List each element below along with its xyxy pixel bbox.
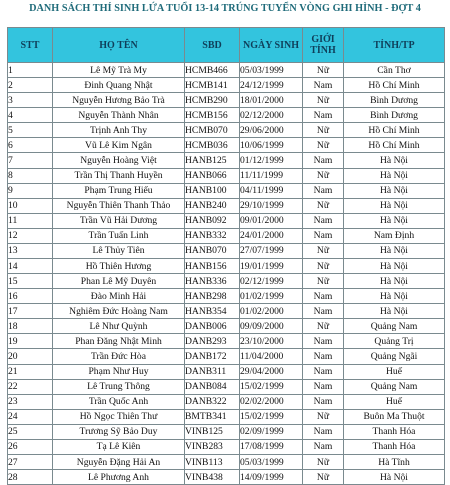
table-body bbox=[8, 63, 445, 485]
cell-sex: Nam bbox=[303, 439, 344, 454]
cell-province: Hà Nội bbox=[344, 198, 445, 213]
cell-dob: 11/11/1999 bbox=[240, 168, 303, 183]
cell-province: Cần Thơ bbox=[344, 63, 445, 78]
cell-dob: 18/01/2000 bbox=[240, 93, 303, 108]
table-row bbox=[8, 78, 445, 93]
cell-name: Trần Đức Hòa bbox=[53, 349, 185, 364]
table-row bbox=[8, 334, 445, 349]
cell-name: Lê Thủy Tiên bbox=[53, 243, 185, 258]
cell-sbd: HCMB141 bbox=[185, 78, 240, 93]
cell-name: Trần Thị Thanh Huyền bbox=[53, 168, 185, 183]
table-row bbox=[8, 319, 445, 334]
cell-stt: 9 bbox=[8, 183, 53, 198]
cell-province: Hà Nội bbox=[344, 470, 445, 485]
cell-stt: 22 bbox=[8, 379, 53, 394]
table-row bbox=[8, 198, 445, 213]
cell-dob: 14/09/1999 bbox=[240, 470, 303, 485]
table-row bbox=[8, 123, 445, 138]
table-row bbox=[8, 304, 445, 319]
cell-province: Thanh Hóa bbox=[344, 424, 445, 439]
table-row bbox=[8, 138, 445, 153]
cell-stt: 11 bbox=[8, 213, 53, 228]
cell-sex: Nữ bbox=[303, 259, 344, 274]
cell-stt: 25 bbox=[8, 424, 53, 439]
cell-province: Nam Định bbox=[344, 228, 445, 243]
cell-dob: 29/10/1999 bbox=[240, 198, 303, 213]
column-header-dob: NGÀY SINH bbox=[240, 28, 303, 63]
cell-sbd: HANB240 bbox=[185, 198, 240, 213]
cell-name: Trịnh Anh Thy bbox=[53, 123, 185, 138]
cell-stt: 7 bbox=[8, 153, 53, 168]
cell-dob: 10/06/1999 bbox=[240, 138, 303, 153]
cell-name: Hồ Thiên Hương bbox=[53, 259, 185, 274]
cell-province: Buôn Ma Thuột bbox=[344, 409, 445, 424]
cell-stt: 13 bbox=[8, 243, 53, 258]
cell-sbd: HANB092 bbox=[185, 213, 240, 228]
cell-sbd: HANB070 bbox=[185, 243, 240, 258]
cell-sex: Nữ bbox=[303, 93, 344, 108]
cell-stt: 17 bbox=[8, 304, 53, 319]
cell-sbd: HCMB290 bbox=[185, 93, 240, 108]
cell-sex: Nam bbox=[303, 78, 344, 93]
cell-dob: 23/10/2000 bbox=[240, 334, 303, 349]
cell-sex: Nữ bbox=[303, 455, 344, 470]
cell-sbd: HANB125 bbox=[185, 153, 240, 168]
cell-stt: 10 bbox=[8, 198, 53, 213]
cell-dob: 11/04/2000 bbox=[240, 349, 303, 364]
cell-name: Nghiêm Đức Hoàng Nam bbox=[53, 304, 185, 319]
cell-sex: Nữ bbox=[303, 63, 344, 78]
cell-sbd: HANB066 bbox=[185, 168, 240, 183]
cell-sex: Nam bbox=[303, 183, 344, 198]
cell-province: Hà Nội bbox=[344, 168, 445, 183]
cell-sbd: VINB438 bbox=[185, 470, 240, 485]
cell-sex: Nữ bbox=[303, 243, 344, 258]
cell-province: Quảng Trị bbox=[344, 334, 445, 349]
cell-dob: 15/02/1999 bbox=[240, 409, 303, 424]
cell-sex: Nữ bbox=[303, 123, 344, 138]
table-header-row bbox=[8, 28, 445, 63]
cell-province: Thanh Hóa bbox=[344, 439, 445, 454]
cell-stt: 1 bbox=[8, 63, 53, 78]
cell-stt: 6 bbox=[8, 138, 53, 153]
cell-stt: 19 bbox=[8, 334, 53, 349]
cell-province: Hồ Chí Minh bbox=[344, 123, 445, 138]
cell-sbd: HCMB036 bbox=[185, 138, 240, 153]
column-header-stt: STT bbox=[8, 28, 53, 63]
cell-dob: 02/02/2000 bbox=[240, 394, 303, 409]
table-row bbox=[8, 228, 445, 243]
cell-dob: 27/07/1999 bbox=[240, 243, 303, 258]
cell-name: Nguyễn Hoàng Việt bbox=[53, 153, 185, 168]
table-row bbox=[8, 63, 445, 78]
cell-province: Hà Nội bbox=[344, 304, 445, 319]
cell-name: Vũ Lê Kim Ngân bbox=[53, 138, 185, 153]
cell-sbd: HANB298 bbox=[185, 289, 240, 304]
cell-stt: 27 bbox=[8, 455, 53, 470]
table-row bbox=[8, 243, 445, 258]
table-row bbox=[8, 394, 445, 409]
cell-sex: Nữ bbox=[303, 409, 344, 424]
cell-stt: 18 bbox=[8, 319, 53, 334]
column-header-sex: GIỚI TÍNH bbox=[303, 28, 344, 63]
cell-sbd: BMTB341 bbox=[185, 409, 240, 424]
cell-stt: 4 bbox=[8, 108, 53, 123]
cell-stt: 3 bbox=[8, 93, 53, 108]
cell-stt: 16 bbox=[8, 289, 53, 304]
cell-dob: 04/11/1999 bbox=[240, 183, 303, 198]
cell-name: Nguyễn Thiên Thanh Thảo bbox=[53, 198, 185, 213]
candidate-table bbox=[7, 27, 445, 485]
cell-sex: Nam bbox=[303, 394, 344, 409]
cell-stt: 23 bbox=[8, 394, 53, 409]
cell-name: Nguyễn Thành Nhân bbox=[53, 108, 185, 123]
column-header-name: HỌ TÊN bbox=[53, 28, 185, 63]
cell-sex: Nữ bbox=[303, 198, 344, 213]
cell-sbd: VINB113 bbox=[185, 455, 240, 470]
table-row bbox=[8, 274, 445, 289]
cell-province: Hồ Chí Minh bbox=[344, 78, 445, 93]
table-row bbox=[8, 379, 445, 394]
cell-stt: 26 bbox=[8, 439, 53, 454]
cell-dob: 24/01/2000 bbox=[240, 228, 303, 243]
cell-sbd: HANB156 bbox=[185, 259, 240, 274]
cell-dob: 01/02/2000 bbox=[240, 304, 303, 319]
cell-name: Lê Trung Thông bbox=[53, 379, 185, 394]
table-row bbox=[8, 183, 445, 198]
cell-name: Trần Tuấn Linh bbox=[53, 228, 185, 243]
cell-province: Hà Nội bbox=[344, 183, 445, 198]
cell-sbd: DANB172 bbox=[185, 349, 240, 364]
cell-stt: 8 bbox=[8, 168, 53, 183]
cell-name: Đinh Quang Nhật bbox=[53, 78, 185, 93]
cell-sbd: HANB336 bbox=[185, 274, 240, 289]
cell-dob: 05/03/1999 bbox=[240, 63, 303, 78]
cell-province: Hà Nội bbox=[344, 289, 445, 304]
cell-province: Quảng Nam bbox=[344, 319, 445, 334]
cell-sbd: HCMB156 bbox=[185, 108, 240, 123]
cell-stt: 14 bbox=[8, 259, 53, 274]
table-row bbox=[8, 439, 445, 454]
cell-sbd: HANB100 bbox=[185, 183, 240, 198]
cell-sex: Nam bbox=[303, 213, 344, 228]
page-title: DANH SÁCH THÍ SINH LỨA TUỔI 13-14 TRÚNG TUYỂN VÒNG GHI HÌNH - ĐỢT 4 bbox=[29, 3, 421, 14]
table-row bbox=[8, 93, 445, 108]
cell-dob: 02/09/1999 bbox=[240, 424, 303, 439]
cell-sex: Nữ bbox=[303, 470, 344, 485]
cell-stt: 21 bbox=[8, 364, 53, 379]
cell-sex: Nam bbox=[303, 153, 344, 168]
table-row bbox=[8, 424, 445, 439]
column-header-province: TỈNH/TP bbox=[344, 28, 445, 63]
table-row bbox=[8, 409, 445, 424]
cell-province: Hà Tĩnh bbox=[344, 455, 445, 470]
cell-province: Hà Nội bbox=[344, 243, 445, 258]
cell-sex: Nam bbox=[303, 228, 344, 243]
cell-sex: Nam bbox=[303, 334, 344, 349]
cell-name: Tạ Lê Kiên bbox=[53, 439, 185, 454]
cell-sbd: DANB006 bbox=[185, 319, 240, 334]
table-row bbox=[8, 168, 445, 183]
table-row bbox=[8, 349, 445, 364]
cell-sex: Nam bbox=[303, 289, 344, 304]
cell-dob: 05/03/1999 bbox=[240, 455, 303, 470]
cell-sbd: DANB311 bbox=[185, 364, 240, 379]
cell-name: Đào Minh Hải bbox=[53, 289, 185, 304]
cell-sbd: VINB125 bbox=[185, 424, 240, 439]
cell-stt: 20 bbox=[8, 349, 53, 364]
cell-name: Hồ Ngọc Thiên Thư bbox=[53, 409, 185, 424]
cell-name: Nguyễn Hương Bảo Trà bbox=[53, 93, 185, 108]
cell-sex: Nữ bbox=[303, 168, 344, 183]
cell-sex: Nam bbox=[303, 379, 344, 394]
cell-dob: 17/08/1999 bbox=[240, 439, 303, 454]
cell-name: Lê Phương Anh bbox=[53, 470, 185, 485]
cell-dob: 02/12/2000 bbox=[240, 108, 303, 123]
cell-sex: Nam bbox=[303, 304, 344, 319]
cell-name: Phan Đăng Nhật Minh bbox=[53, 334, 185, 349]
cell-name: Phan Lê Mỹ Duyên bbox=[53, 274, 185, 289]
cell-dob: 29/04/2000 bbox=[240, 364, 303, 379]
cell-sex: Nữ bbox=[303, 319, 344, 334]
cell-sbd: DANB293 bbox=[185, 334, 240, 349]
cell-dob: 02/12/1999 bbox=[240, 274, 303, 289]
cell-sbd: DANB084 bbox=[185, 379, 240, 394]
table-row bbox=[8, 289, 445, 304]
cell-dob: 01/12/1999 bbox=[240, 153, 303, 168]
cell-name: Trương Sỹ Bảo Duy bbox=[53, 424, 185, 439]
cell-province: Hồ Chí Minh bbox=[344, 138, 445, 153]
cell-name: Lê Mỹ Trà My bbox=[53, 63, 185, 78]
cell-sex: Nam bbox=[303, 349, 344, 364]
cell-province: Hà Nội bbox=[344, 274, 445, 289]
cell-province: Huế bbox=[344, 394, 445, 409]
cell-province: Quảng Nam bbox=[344, 379, 445, 394]
cell-sbd: DANB322 bbox=[185, 394, 240, 409]
table-row bbox=[8, 259, 445, 274]
cell-sex: Nam bbox=[303, 364, 344, 379]
cell-province: Hà Nội bbox=[344, 259, 445, 274]
table-row bbox=[8, 455, 445, 470]
cell-name: Nguyễn Đặng Hải An bbox=[53, 455, 185, 470]
cell-province: Bình Dương bbox=[344, 108, 445, 123]
cell-stt: 28 bbox=[8, 470, 53, 485]
cell-sbd: HANB332 bbox=[185, 228, 240, 243]
table-row bbox=[8, 108, 445, 123]
cell-sex: Nữ bbox=[303, 138, 344, 153]
cell-name: Phạm Như Huy bbox=[53, 364, 185, 379]
table-row bbox=[8, 153, 445, 168]
cell-province: Hà Nội bbox=[344, 213, 445, 228]
cell-name: Trần Quốc Anh bbox=[53, 394, 185, 409]
cell-name: Trần Vũ Hải Dương bbox=[53, 213, 185, 228]
cell-sbd: VINB283 bbox=[185, 439, 240, 454]
cell-dob: 19/01/1999 bbox=[240, 259, 303, 274]
cell-name: Lê Như Quỳnh bbox=[53, 319, 185, 334]
cell-stt: 24 bbox=[8, 409, 53, 424]
cell-dob: 01/02/1999 bbox=[240, 289, 303, 304]
cell-sex: Nam bbox=[303, 424, 344, 439]
cell-province: Quảng Ngãi bbox=[344, 349, 445, 364]
cell-sbd: HANB354 bbox=[185, 304, 240, 319]
table-row bbox=[8, 470, 445, 485]
cell-dob: 15/02/1999 bbox=[240, 379, 303, 394]
table-row bbox=[8, 213, 445, 228]
cell-stt: 15 bbox=[8, 274, 53, 289]
cell-sex: Nam bbox=[303, 108, 344, 123]
column-header-sbd: SBD bbox=[185, 28, 240, 63]
cell-sbd: HCMB070 bbox=[185, 123, 240, 138]
cell-stt: 5 bbox=[8, 123, 53, 138]
cell-province: Hà Nội bbox=[344, 153, 445, 168]
cell-dob: 09/09/2000 bbox=[240, 319, 303, 334]
cell-stt: 2 bbox=[8, 78, 53, 93]
cell-dob: 29/06/2000 bbox=[240, 123, 303, 138]
cell-stt: 12 bbox=[8, 228, 53, 243]
cell-dob: 09/01/2000 bbox=[240, 213, 303, 228]
cell-dob: 24/12/1999 bbox=[240, 78, 303, 93]
cell-sbd: HCMB466 bbox=[185, 63, 240, 78]
cell-province: Huế bbox=[344, 364, 445, 379]
table-row bbox=[8, 364, 445, 379]
cell-name: Phạm Trung Hiếu bbox=[53, 183, 185, 198]
cell-sex: Nữ bbox=[303, 274, 344, 289]
cell-province: Bình Dương bbox=[344, 93, 445, 108]
